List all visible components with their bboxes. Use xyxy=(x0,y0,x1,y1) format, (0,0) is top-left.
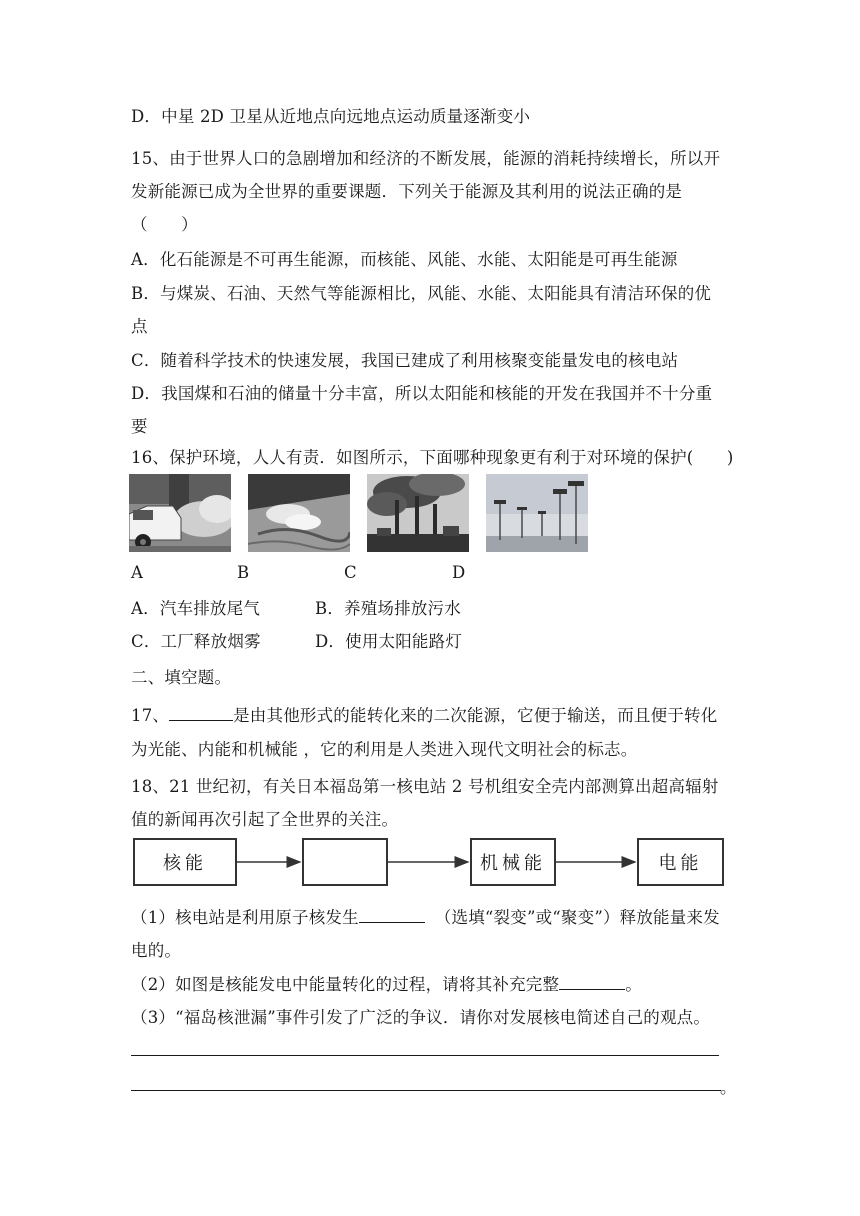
q15-stem-line1: 15、由于世界人口的急剧增加和经济的不断发展，能源的消耗持续增长，所以开 xyxy=(131,149,721,168)
photo-label-b: B xyxy=(237,563,250,582)
answer-line-1[interactable] xyxy=(131,1055,719,1056)
q15-option-c: C．随着科学技术的快速发展，我国已建成了利用核聚变能量发电的核电站 xyxy=(131,351,679,370)
q17-line2: 为光能、内能和机械能 ，它的利用是人类进入现代文明社会的标志。 xyxy=(131,740,638,759)
q15-option-d-line2: 要 xyxy=(131,417,148,436)
diagram-box-electric-energy: 电能 xyxy=(637,838,724,886)
q15-option-d-line1: D．我国煤和石油的储量十分丰富，所以太阳能和核能的开发在我国并不十分重 xyxy=(131,384,713,403)
q18-sub2-blank[interactable] xyxy=(559,973,625,990)
q16-stem: 16、保护环境，人人有责．如图所示，下面哪种现象更有利于对环境的保护( ) xyxy=(131,448,734,467)
q15-stem-line2: 发新能源已成为全世界的重要课题．下列关于能源及其利用的说法正确的是 xyxy=(131,182,683,201)
q18-sub2-before: （2）如图是核能发电中能量转化的过程，请将其补充完整 xyxy=(131,975,560,994)
q18-sub1-before: （1）核电站是利用原子核发生 xyxy=(131,908,359,927)
q16-option-d: D．使用太阳能路灯 xyxy=(315,632,463,651)
q17-prefix: 17、 xyxy=(131,706,170,725)
q16-option-c: C．工厂释放烟雾 xyxy=(131,632,261,651)
q16-option-a: A．汽车排放尾气 xyxy=(131,599,261,618)
diagram-box-nuclear-energy: 核能 xyxy=(133,838,237,886)
q18-sub2-after: 。 xyxy=(625,975,642,994)
q15-answer-paren: （ ） xyxy=(131,215,198,234)
q15-option-a: A．化石能源是不可再生能源，而核能、风能、水能、太阳能是可再生能源 xyxy=(131,250,678,269)
q18-sub1-line2: 电的。 xyxy=(131,941,182,960)
answer-line-2[interactable] xyxy=(131,1090,721,1091)
q15-option-b-line2: 点 xyxy=(131,317,148,336)
photo-label-d: D xyxy=(452,563,466,582)
section-title: 二、填空题。 xyxy=(131,668,232,687)
diagram-box-mechanical-energy: 机械能 xyxy=(470,838,556,886)
q18-stem-line2: 值的新闻再次引起了全世界的关注。 xyxy=(131,810,399,829)
q18-sub2 xyxy=(131,971,642,995)
photo-label-a: A xyxy=(131,563,143,582)
q17-after-blank: 是由其他形式的能转化来的二次能源，它便于输送，而且便于转化 xyxy=(233,706,718,725)
q14-option-d: D．中星 2D 卫星从近地点向远地点运动质量逐渐变小 xyxy=(131,107,531,126)
answer-end-mark: 。 xyxy=(720,1078,737,1097)
q18-sub1-after: （选填“裂变”或“聚变”）释放能量来发 xyxy=(434,908,720,927)
q18-stem-line1: 18、21 世纪初，有关日本福岛第一核电站 2 号机组安全壳内部测算出超高辐射 xyxy=(131,777,719,796)
q18-sub1-blank[interactable] xyxy=(359,906,425,923)
photo-label-c: C xyxy=(344,563,357,582)
q18-sub3: （3）“福岛核泄漏”事件引发了广泛的争议．请你对发展核电简述自己的观点。 xyxy=(131,1008,711,1027)
q16-option-b: B．养殖场排放污水 xyxy=(315,599,461,618)
q15-option-b-line1: B．与煤炭、石油、天然气等能源相比，风能、水能、太阳能具有清洁环保的优 xyxy=(131,284,712,303)
q18-sub1-line1 xyxy=(131,904,720,928)
